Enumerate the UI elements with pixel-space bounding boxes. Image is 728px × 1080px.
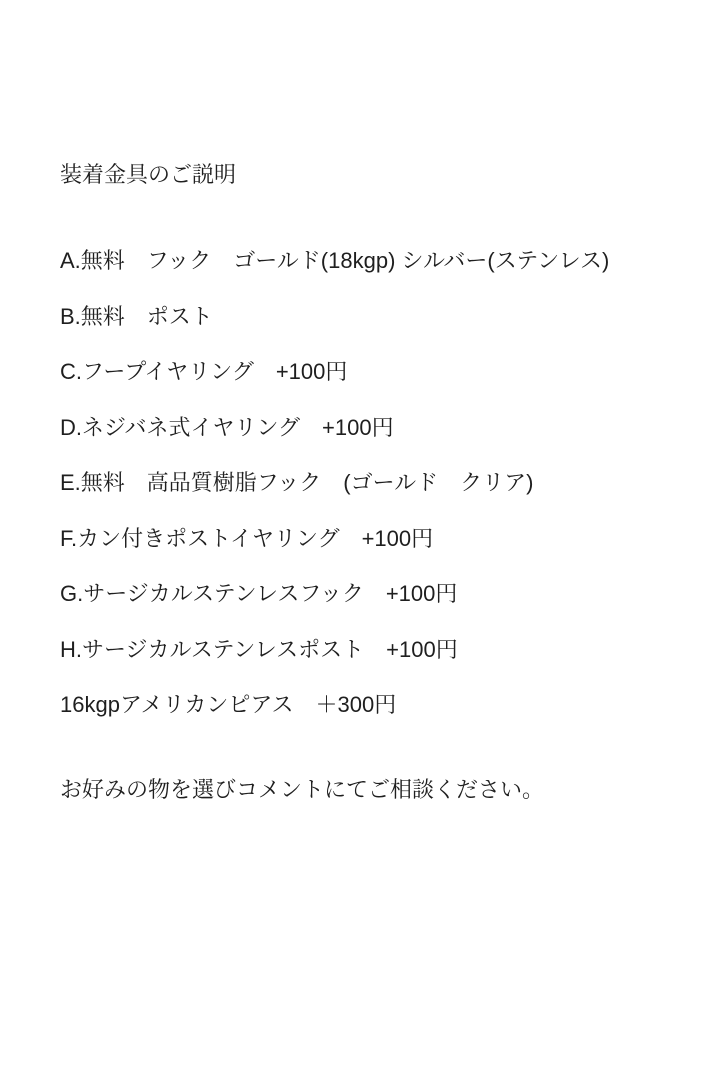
price-list-item-d: D.ネジバネ式イヤリング +100円 bbox=[60, 414, 394, 440]
price-list bbox=[60, 249, 688, 716]
price-list-item-h: H.サージカルステンレスポスト +100円 bbox=[60, 636, 458, 662]
price-list-item-a: A.無料 フック ゴールド(18kgp) シルバー(ステンレス) bbox=[60, 248, 610, 273]
price-list-item-g: G.サージカルステンレスフック +100円 bbox=[60, 581, 458, 606]
page-title: 装着金具のご説明 bbox=[60, 162, 237, 187]
price-list-item-b: B.無料 ポスト bbox=[60, 303, 213, 329]
price-list-item-c: C.フープイヤリング +100円 bbox=[60, 359, 348, 384]
price-list-item-e: E.無料 高品質樹脂フック (ゴールド クリア) bbox=[60, 470, 534, 495]
footer-note: お好みの物を選びコメントにてご相談ください。 bbox=[60, 777, 545, 802]
price-list-item-f: F.カン付きポストイヤリング +100円 bbox=[60, 525, 434, 551]
price-list-item-16kgp: 16kgpアメリカンピアス ＋300円 bbox=[60, 692, 397, 717]
